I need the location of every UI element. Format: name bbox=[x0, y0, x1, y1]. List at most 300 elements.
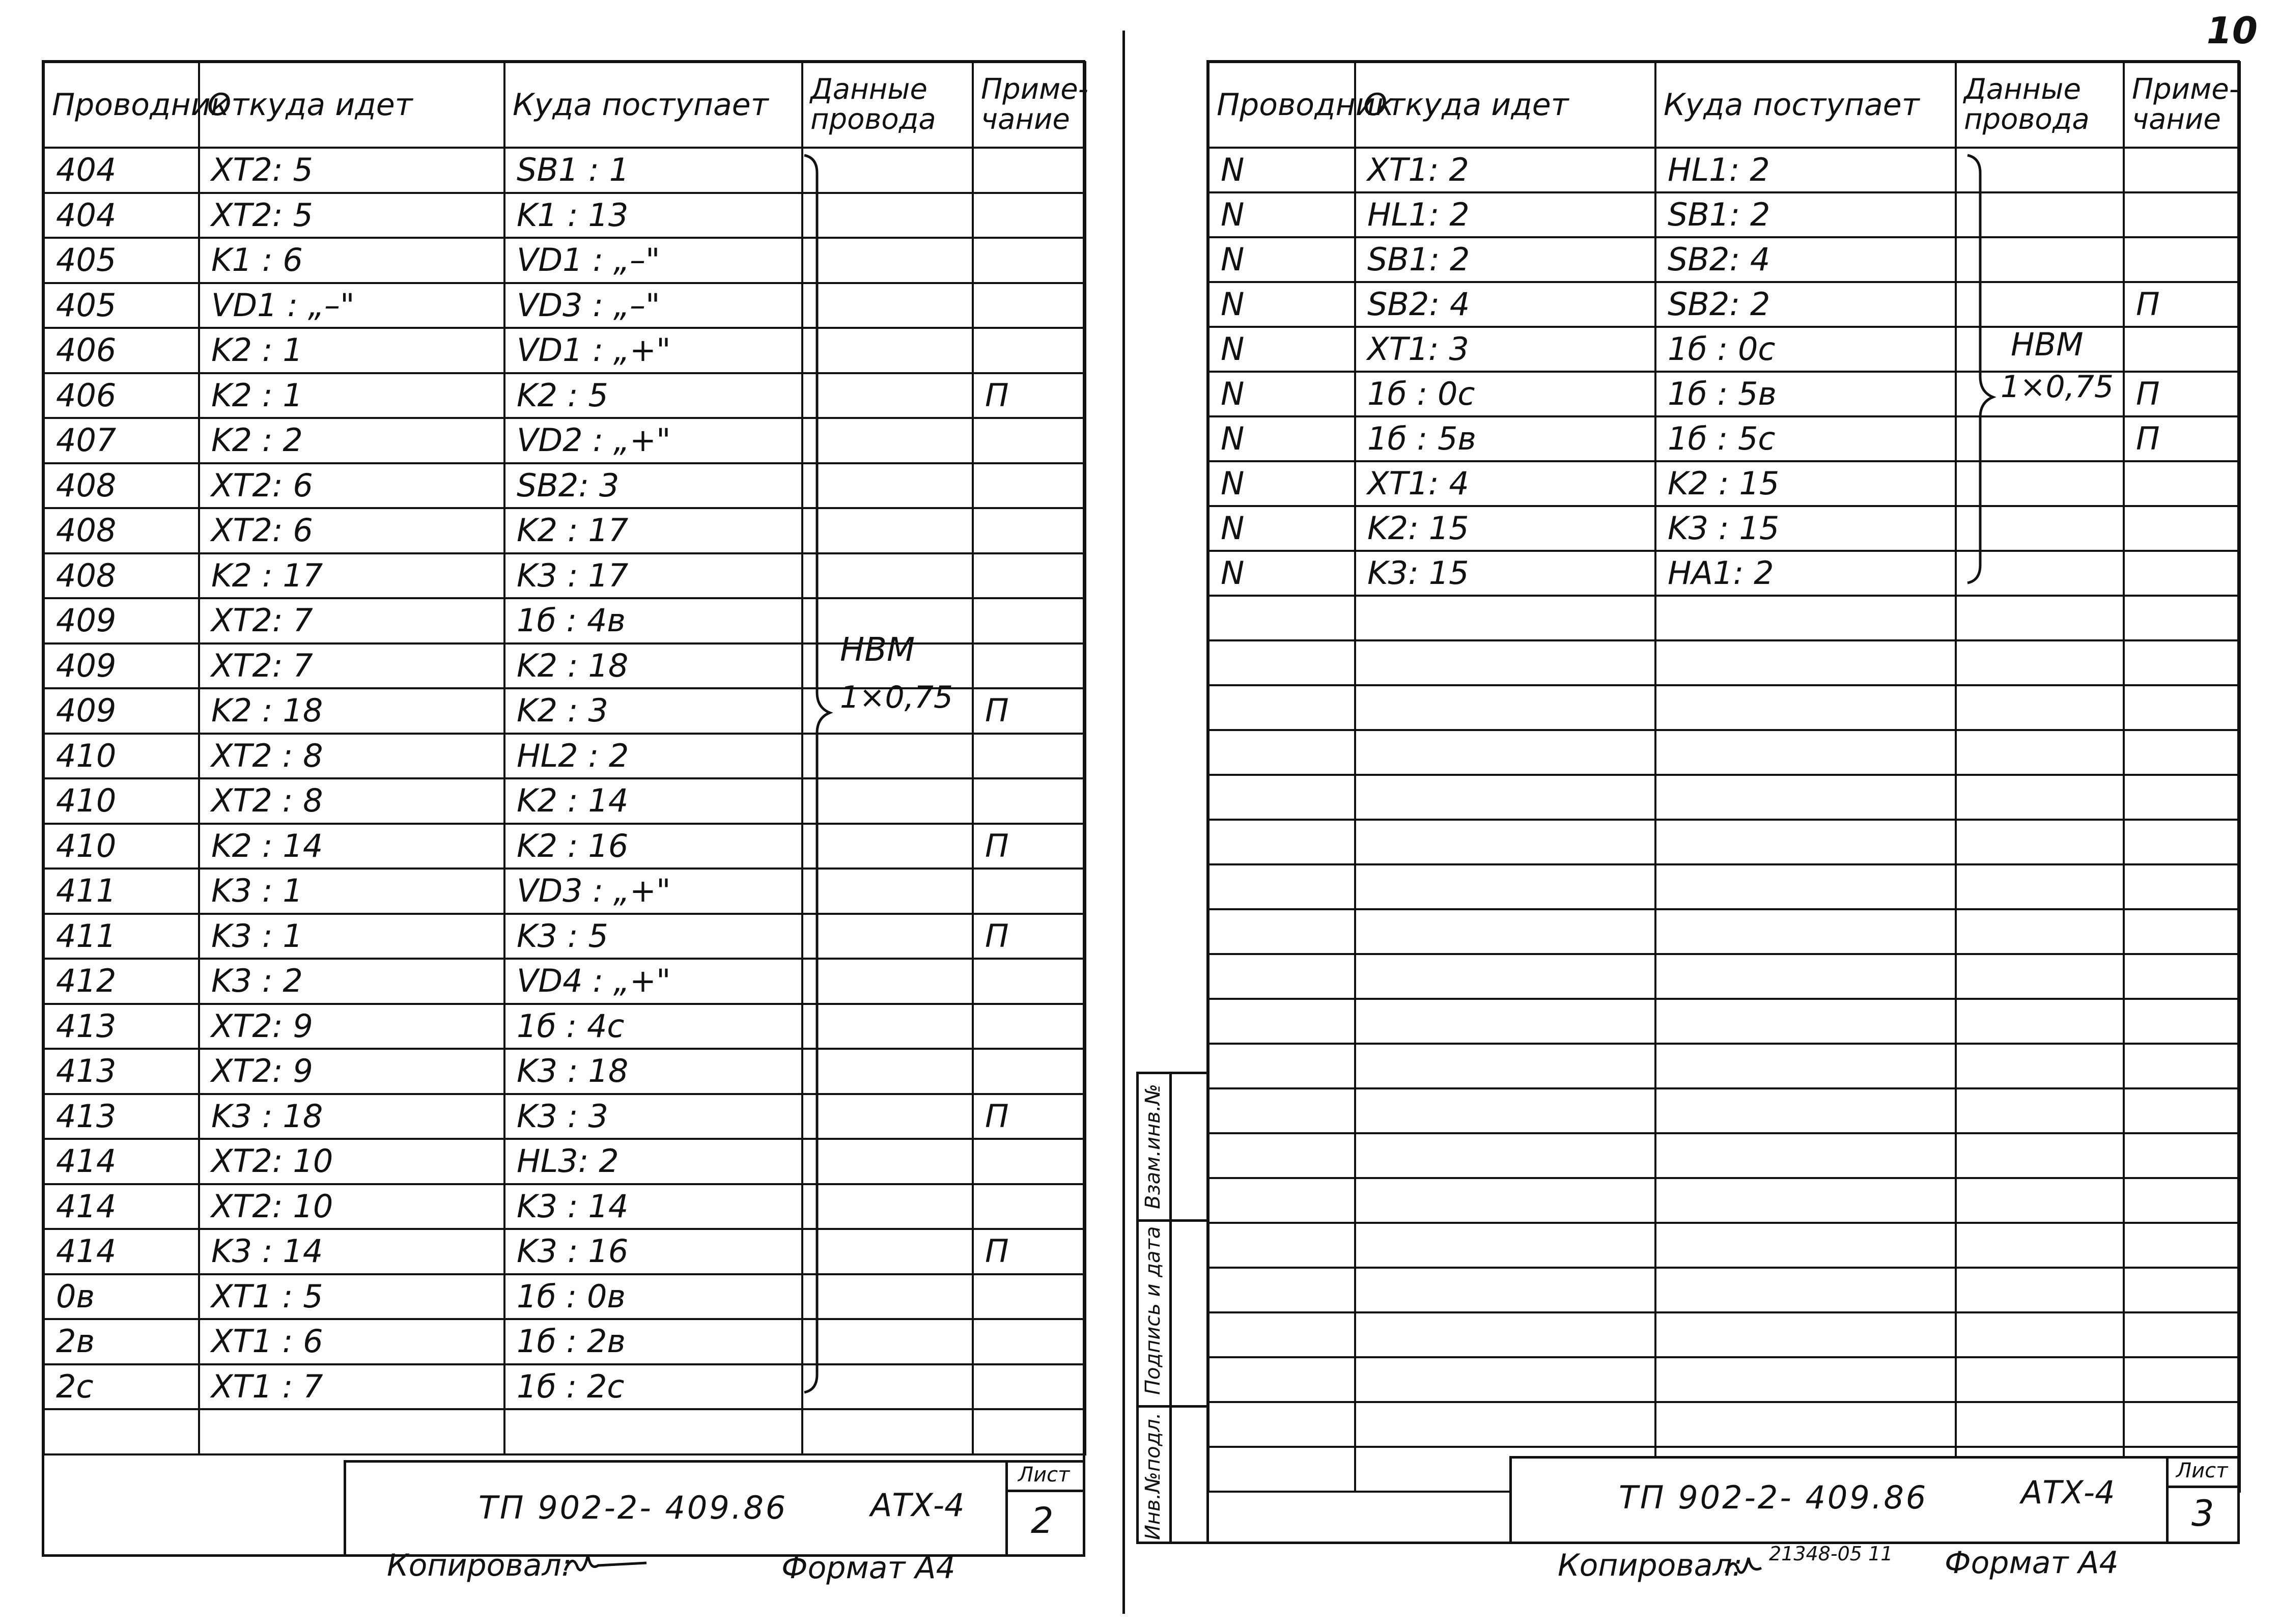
cell-note bbox=[973, 463, 1085, 509]
cell-note: П bbox=[973, 373, 1085, 418]
cell-wire: 405 bbox=[44, 283, 199, 328]
cell-to: VD1 : „+" bbox=[504, 328, 802, 373]
cell-from: K2 : 18 bbox=[199, 688, 504, 734]
cell-to: K1 : 13 bbox=[504, 193, 802, 238]
cell-to: SB2: 4 bbox=[1655, 237, 1956, 282]
cell-data bbox=[1956, 1223, 2124, 1268]
right-sheet-number: 3 bbox=[2191, 1493, 2214, 1534]
cell-note bbox=[2124, 1402, 2240, 1447]
cell-data bbox=[1956, 1402, 2124, 1447]
table-row bbox=[44, 778, 1085, 824]
cell-wire bbox=[1208, 640, 1355, 685]
right-stamp-code: 21348-05 11 bbox=[1769, 1543, 1893, 1565]
cell-data bbox=[1956, 954, 2124, 999]
fold-divider bbox=[1122, 31, 1125, 1614]
table-row bbox=[44, 598, 1085, 643]
cell-from: VD1 : „–" bbox=[199, 283, 504, 328]
cell-from bbox=[1355, 1268, 1655, 1312]
cell-from bbox=[1355, 864, 1655, 909]
side-label-original-inv: Инв.№подл. bbox=[1141, 1412, 1165, 1540]
cell-from: XT2: 5 bbox=[199, 148, 504, 193]
cell-to: 1б : 2в bbox=[504, 1319, 802, 1364]
cell-wire: 409 bbox=[44, 643, 199, 689]
cell-wire: 407 bbox=[44, 418, 199, 463]
cell-wire: 412 bbox=[44, 959, 199, 1004]
cell-data bbox=[1956, 775, 2124, 820]
cell-from: 1б : 5в bbox=[1355, 416, 1655, 461]
cell-from bbox=[1355, 1178, 1655, 1223]
table-row bbox=[44, 418, 1085, 463]
cell-from: K1 : 6 bbox=[199, 238, 504, 283]
cell-from: K3 : 1 bbox=[199, 869, 504, 914]
cell-from bbox=[1355, 596, 1655, 640]
table-row bbox=[44, 824, 1085, 869]
table-row bbox=[44, 1139, 1085, 1184]
left-copied-by: Копировал: bbox=[387, 1548, 572, 1583]
cell-from bbox=[1355, 1044, 1655, 1088]
cell-to: K3 : 5 bbox=[504, 914, 802, 959]
col-wire-header: Проводник bbox=[1208, 62, 1355, 148]
cell-note bbox=[973, 238, 1085, 283]
cell-from bbox=[1355, 1133, 1655, 1178]
table-row bbox=[44, 734, 1085, 779]
cell-to: K3 : 16 bbox=[504, 1229, 802, 1274]
table-row bbox=[1208, 909, 2240, 954]
table-row bbox=[1208, 1312, 2240, 1357]
cell-wire: 405 bbox=[44, 238, 199, 283]
cell-note bbox=[2124, 1044, 2240, 1088]
cell-to: HL3: 2 bbox=[504, 1139, 802, 1184]
cell-from bbox=[1355, 954, 1655, 999]
cell-from: XT2: 9 bbox=[199, 1004, 504, 1049]
cell-data bbox=[1956, 1357, 2124, 1402]
left-doc-code: ТП 902-2- 409.86 bbox=[479, 1489, 788, 1526]
cell-from: K2 : 2 bbox=[199, 418, 504, 463]
cell-from: K3 : 18 bbox=[199, 1094, 504, 1139]
cell-note bbox=[2124, 954, 2240, 999]
cell-from: K2 : 14 bbox=[199, 824, 504, 869]
table-row bbox=[1208, 954, 2240, 999]
cell-wire: N bbox=[1208, 416, 1355, 461]
cell-data bbox=[802, 1409, 973, 1454]
cell-from bbox=[1355, 999, 1655, 1044]
cell-note bbox=[2124, 1088, 2240, 1133]
cell-from: XT1 : 5 bbox=[199, 1274, 504, 1320]
cell-note: П bbox=[2124, 282, 2240, 327]
cell-data bbox=[1956, 596, 2124, 640]
cell-wire: 414 bbox=[44, 1184, 199, 1229]
right-doc-code: ТП 902-2- 409.86 bbox=[1619, 1479, 1928, 1516]
left-copier-signature bbox=[560, 1545, 652, 1581]
table-row bbox=[1208, 730, 2240, 775]
cell-to: 1б : 0в bbox=[504, 1274, 802, 1320]
cell-to: SB1 : 1 bbox=[504, 148, 802, 193]
table-row bbox=[1208, 640, 2240, 685]
cell-to: VD3 : „+" bbox=[504, 869, 802, 914]
table-row bbox=[44, 1004, 1085, 1049]
right-sheet-box bbox=[2166, 1456, 2240, 1544]
left-wire-type: НВМ bbox=[840, 631, 915, 669]
left-wire-data-brace bbox=[802, 153, 832, 1395]
table-row bbox=[1208, 461, 2240, 506]
cell-note bbox=[2124, 596, 2240, 640]
table-row bbox=[44, 1409, 1085, 1454]
cell-to bbox=[504, 1409, 802, 1454]
cell-to: K2 : 18 bbox=[504, 643, 802, 689]
cell-to: K3 : 17 bbox=[504, 553, 802, 599]
cell-from: XT1: 4 bbox=[1355, 461, 1655, 506]
cell-wire: 2с bbox=[44, 1364, 199, 1410]
cell-from: 1б : 0с bbox=[1355, 372, 1655, 416]
cell-note bbox=[2124, 1312, 2240, 1357]
cell-note: П bbox=[2124, 416, 2240, 461]
cell-wire: 411 bbox=[44, 914, 199, 959]
cell-data bbox=[1956, 1133, 2124, 1178]
cell-from: XT2: 9 bbox=[199, 1049, 504, 1094]
right-wire-table bbox=[1207, 61, 2241, 1493]
cell-note bbox=[973, 778, 1085, 824]
cell-wire bbox=[1208, 1088, 1355, 1133]
cell-note bbox=[2124, 685, 2240, 730]
cell-from bbox=[1355, 685, 1655, 730]
table-row bbox=[1208, 551, 2240, 596]
col-data-header: Данные провода bbox=[1956, 62, 2124, 148]
cell-note bbox=[973, 1049, 1085, 1094]
cell-to bbox=[1655, 909, 1956, 954]
table-row bbox=[44, 1319, 1085, 1364]
cell-from: XT1: 2 bbox=[1355, 148, 1655, 192]
cell-from bbox=[1355, 1357, 1655, 1402]
table-row bbox=[1208, 1133, 2240, 1178]
cell-wire: N bbox=[1208, 148, 1355, 192]
cell-to bbox=[1655, 954, 1956, 999]
cell-note bbox=[973, 869, 1085, 914]
cell-wire bbox=[1208, 1223, 1355, 1268]
cell-to bbox=[1655, 1268, 1956, 1312]
right-wire-section: 1×0,75 bbox=[2001, 369, 2114, 405]
cell-wire: 2в bbox=[44, 1319, 199, 1364]
cell-to: VD3 : „–" bbox=[504, 283, 802, 328]
table-row bbox=[1208, 282, 2240, 327]
cell-from: XT2: 7 bbox=[199, 598, 504, 643]
cell-to: 1б : 2с bbox=[504, 1364, 802, 1410]
cell-from: SB1: 2 bbox=[1355, 237, 1655, 282]
left-sheet-box bbox=[1005, 1460, 1085, 1557]
cell-to: HL1: 2 bbox=[1655, 148, 1956, 192]
cell-to bbox=[1655, 864, 1956, 909]
cell-from: K3: 15 bbox=[1355, 551, 1655, 596]
table-row bbox=[44, 959, 1085, 1004]
cell-wire bbox=[1208, 730, 1355, 775]
cell-from: XT1 : 6 bbox=[199, 1319, 504, 1364]
cell-from: SB2: 4 bbox=[1355, 282, 1655, 327]
cell-wire bbox=[1208, 685, 1355, 730]
cell-from: XT2: 6 bbox=[199, 463, 504, 509]
cell-to: VD1 : „–" bbox=[504, 238, 802, 283]
cell-to bbox=[1655, 1223, 1956, 1268]
cell-wire: 411 bbox=[44, 869, 199, 914]
left-wire-section: 1×0,75 bbox=[840, 680, 953, 715]
table-row bbox=[44, 463, 1085, 509]
cell-to bbox=[1655, 730, 1956, 775]
cell-wire: N bbox=[1208, 551, 1355, 596]
table-row bbox=[1208, 1402, 2240, 1447]
cell-to: K2 : 3 bbox=[504, 688, 802, 734]
cell-from bbox=[199, 1409, 504, 1454]
cell-to bbox=[1655, 1312, 1956, 1357]
cell-to bbox=[1655, 596, 1956, 640]
right-section-code: АТХ-4 bbox=[2021, 1474, 2115, 1511]
cell-to: K3 : 18 bbox=[504, 1049, 802, 1094]
cell-wire bbox=[1208, 1312, 1355, 1357]
cell-to bbox=[1655, 685, 1956, 730]
cell-data bbox=[1956, 640, 2124, 685]
cell-wire: 410 bbox=[44, 824, 199, 869]
table-row bbox=[1208, 596, 2240, 640]
cell-to: HA1: 2 bbox=[1655, 551, 1956, 596]
cell-note bbox=[973, 328, 1085, 373]
cell-to: K2 : 14 bbox=[504, 778, 802, 824]
table-row bbox=[1208, 192, 2240, 237]
cell-wire: N bbox=[1208, 327, 1355, 372]
cell-wire: N bbox=[1208, 506, 1355, 551]
cell-wire: 408 bbox=[44, 463, 199, 509]
cell-note bbox=[2124, 864, 2240, 909]
cell-to: K2 : 16 bbox=[504, 824, 802, 869]
cell-to: SB2: 2 bbox=[1655, 282, 1956, 327]
cell-note bbox=[2124, 237, 2240, 282]
cell-from: XT1 : 7 bbox=[199, 1364, 504, 1410]
table-row bbox=[1208, 416, 2240, 461]
cell-from: K3 : 1 bbox=[199, 914, 504, 959]
col-from-header: Откуда идет bbox=[199, 62, 504, 148]
cell-wire bbox=[1208, 909, 1355, 954]
cell-from: K3 : 14 bbox=[199, 1229, 504, 1274]
side-approval-strip bbox=[1136, 1072, 1209, 1544]
table-row bbox=[1208, 327, 2240, 372]
table-row bbox=[44, 238, 1085, 283]
cell-from: K2: 15 bbox=[1355, 506, 1655, 551]
cell-note: П bbox=[973, 914, 1085, 959]
col-data-header: Данные провода bbox=[802, 62, 973, 148]
cell-note bbox=[973, 734, 1085, 779]
col-to-header: Куда поступает bbox=[1655, 62, 1956, 148]
cell-to: K2 : 15 bbox=[1655, 461, 1956, 506]
cell-wire: 406 bbox=[44, 373, 199, 418]
cell-note bbox=[2124, 909, 2240, 954]
cell-to bbox=[1655, 1402, 1956, 1447]
side-label-replaced-inv: Взам.инв.№ bbox=[1141, 1083, 1165, 1209]
cell-to: HL2 : 2 bbox=[504, 734, 802, 779]
cell-data bbox=[1956, 1268, 2124, 1312]
table-row bbox=[44, 283, 1085, 328]
cell-wire: 410 bbox=[44, 778, 199, 824]
table-row bbox=[44, 148, 1085, 193]
cell-from bbox=[1355, 909, 1655, 954]
cell-to: 1б : 5с bbox=[1655, 416, 1956, 461]
cell-to: VD4 : „+" bbox=[504, 959, 802, 1004]
cell-note: П bbox=[973, 1094, 1085, 1139]
table-row bbox=[1208, 1178, 2240, 1223]
cell-note bbox=[2124, 1223, 2240, 1268]
cell-note: П bbox=[2124, 372, 2240, 416]
table-row bbox=[44, 1274, 1085, 1320]
col-to-header: Куда поступает bbox=[504, 62, 802, 148]
cell-wire bbox=[1208, 1133, 1355, 1178]
cell-from: XT2: 10 bbox=[199, 1139, 504, 1184]
cell-from bbox=[1355, 1402, 1655, 1447]
cell-from bbox=[1355, 1312, 1655, 1357]
header-row bbox=[44, 62, 1085, 148]
cell-note bbox=[973, 148, 1085, 193]
cell-from bbox=[1355, 775, 1655, 820]
cell-note bbox=[973, 1139, 1085, 1184]
cell-note bbox=[973, 283, 1085, 328]
cell-to: 1б : 4в bbox=[504, 598, 802, 643]
cell-data bbox=[1956, 685, 2124, 730]
cell-from: K3 : 2 bbox=[199, 959, 504, 1004]
cell-note bbox=[2124, 1178, 2240, 1223]
table-row bbox=[1208, 506, 2240, 551]
cell-wire bbox=[1208, 1402, 1355, 1447]
cell-data bbox=[1956, 999, 2124, 1044]
right-sheet-label: Лист bbox=[2176, 1459, 2228, 1482]
cell-from bbox=[1355, 1223, 1655, 1268]
cell-from: XT2: 6 bbox=[199, 508, 504, 553]
col-note-header: Приме-чание bbox=[2124, 62, 2240, 148]
cell-wire: N bbox=[1208, 237, 1355, 282]
cell-wire: 414 bbox=[44, 1139, 199, 1184]
cell-to bbox=[1655, 1088, 1956, 1133]
cell-note bbox=[2124, 192, 2240, 237]
table-row bbox=[44, 508, 1085, 553]
cell-data bbox=[1956, 864, 2124, 909]
cell-wire bbox=[44, 1409, 199, 1454]
cell-note bbox=[2124, 775, 2240, 820]
cell-to bbox=[1655, 999, 1956, 1044]
table-row bbox=[44, 553, 1085, 599]
page-number: 10 bbox=[2206, 9, 2258, 52]
cell-wire: 406 bbox=[44, 328, 199, 373]
header-row bbox=[1208, 62, 2240, 148]
table-row bbox=[1208, 1357, 2240, 1402]
cell-note bbox=[2124, 148, 2240, 192]
cell-to: K2 : 17 bbox=[504, 508, 802, 553]
right-copied-by: Копировал: bbox=[1558, 1548, 1743, 1583]
right-wire-type: НВМ bbox=[2011, 326, 2084, 363]
cell-note bbox=[973, 598, 1085, 643]
cell-wire: 409 bbox=[44, 598, 199, 643]
cell-note bbox=[973, 1274, 1085, 1320]
cell-note bbox=[2124, 1133, 2240, 1178]
cell-wire: 413 bbox=[44, 1094, 199, 1139]
cell-to: K2 : 5 bbox=[504, 373, 802, 418]
cell-to bbox=[1655, 1044, 1956, 1088]
cell-note bbox=[973, 1364, 1085, 1410]
right-copier-signature bbox=[1721, 1548, 1766, 1583]
col-note-header: Приме-чание bbox=[973, 62, 1085, 148]
table-row bbox=[44, 1229, 1085, 1274]
cell-note bbox=[2124, 1268, 2240, 1312]
left-sheet-number: 2 bbox=[1031, 1500, 1054, 1542]
table-row bbox=[44, 1049, 1085, 1094]
cell-note bbox=[2124, 327, 2240, 372]
col-from-header: Откуда идет bbox=[1355, 62, 1655, 148]
cell-from: K2 : 1 bbox=[199, 373, 504, 418]
cell-wire bbox=[1208, 1447, 1355, 1492]
table-row bbox=[1208, 237, 2240, 282]
left-section-code: АТХ-4 bbox=[870, 1487, 965, 1524]
cell-note bbox=[2124, 551, 2240, 596]
cell-wire: N bbox=[1208, 372, 1355, 416]
cell-to: 1б : 5в bbox=[1655, 372, 1956, 416]
cell-from: XT1: 3 bbox=[1355, 327, 1655, 372]
table-row bbox=[1208, 1223, 2240, 1268]
cell-note bbox=[2124, 1357, 2240, 1402]
cell-wire bbox=[1208, 820, 1355, 864]
cell-to: SB1: 2 bbox=[1655, 192, 1956, 237]
cell-from bbox=[1355, 1088, 1655, 1133]
cell-note bbox=[2124, 730, 2240, 775]
table-row bbox=[44, 914, 1085, 959]
cell-wire: 408 bbox=[44, 553, 199, 599]
cell-wire bbox=[1208, 1268, 1355, 1312]
cell-data bbox=[1956, 1312, 2124, 1357]
table-row bbox=[1208, 685, 2240, 730]
cell-data bbox=[1956, 820, 2124, 864]
cell-note bbox=[973, 1184, 1085, 1229]
left-sheet-label: Лист bbox=[1018, 1463, 1070, 1487]
cell-to: K3 : 3 bbox=[504, 1094, 802, 1139]
cell-note bbox=[2124, 999, 2240, 1044]
cell-from bbox=[1355, 820, 1655, 864]
table-row bbox=[1208, 820, 2240, 864]
table-row bbox=[44, 869, 1085, 914]
cell-note bbox=[2124, 820, 2240, 864]
table-row bbox=[1208, 999, 2240, 1044]
cell-wire bbox=[1208, 1357, 1355, 1402]
cell-note bbox=[973, 1409, 1085, 1454]
cell-from: HL1: 2 bbox=[1355, 192, 1655, 237]
cell-note bbox=[973, 959, 1085, 1004]
cell-to bbox=[1655, 1133, 1956, 1178]
cell-wire: 408 bbox=[44, 508, 199, 553]
cell-wire: 414 bbox=[44, 1229, 199, 1274]
cell-from: K2 : 17 bbox=[199, 553, 504, 599]
table-row bbox=[1208, 864, 2240, 909]
cell-to: VD2 : „+" bbox=[504, 418, 802, 463]
cell-to: SB2: 3 bbox=[504, 463, 802, 509]
cell-from: K2 : 1 bbox=[199, 328, 504, 373]
cell-wire: 0в bbox=[44, 1274, 199, 1320]
cell-wire bbox=[1208, 864, 1355, 909]
cell-note bbox=[973, 643, 1085, 689]
cell-from bbox=[1355, 640, 1655, 685]
cell-data bbox=[1956, 909, 2124, 954]
cell-wire bbox=[1208, 596, 1355, 640]
cell-wire: N bbox=[1208, 282, 1355, 327]
cell-to bbox=[1655, 820, 1956, 864]
cell-note bbox=[973, 418, 1085, 463]
cell-note bbox=[2124, 461, 2240, 506]
cell-wire: 413 bbox=[44, 1004, 199, 1049]
cell-to bbox=[1655, 640, 1956, 685]
cell-wire bbox=[1208, 1044, 1355, 1088]
cell-from: XT2 : 8 bbox=[199, 734, 504, 779]
cell-note bbox=[973, 553, 1085, 599]
cell-wire: 413 bbox=[44, 1049, 199, 1094]
col-wire-header: Проводник bbox=[44, 62, 199, 148]
